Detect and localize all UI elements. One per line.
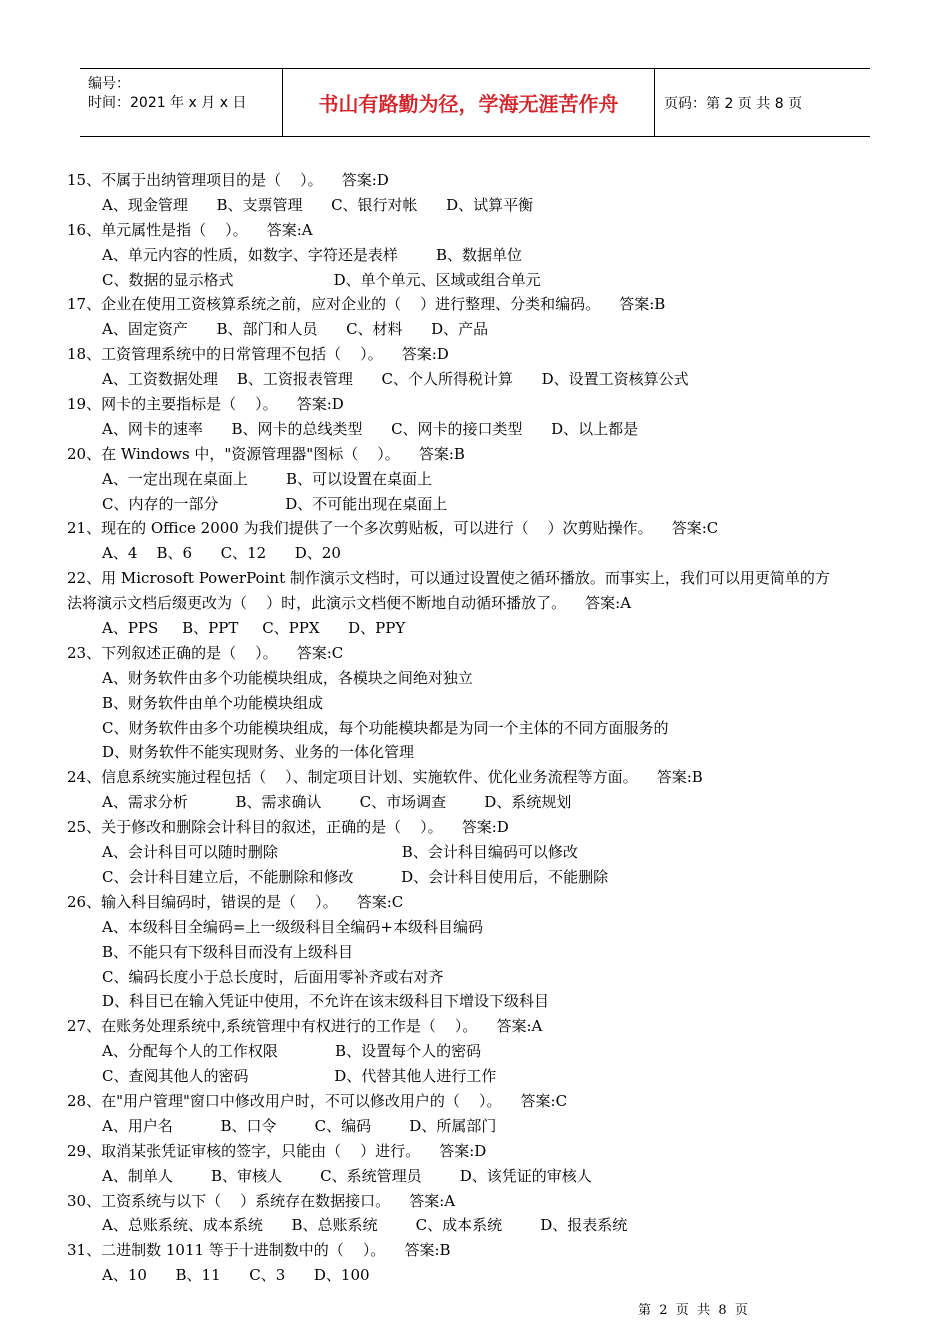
option-line: A、会计科目可以随时删除 B、会计科目编码可以修改 [102,843,578,862]
question-line: 30、工资系统与以下（ ）系统存在数据接口。 答案:A [67,1191,456,1210]
option-line: A、制单人 B、审核人 C、系统管理员 D、该凭证的审核人 [102,1166,592,1185]
option-line: A、财务软件由多个功能模块组成，各模块之间绝对独立 [102,668,473,687]
question-line: 29、取消某张凭证审核的签字，只能由（ ）进行。 答案:D [67,1141,487,1160]
option-line: C、内存的一部分 D、不可能出现在桌面上 [102,494,448,513]
question-line: 19、网卡的主要指标是（ ）。 答案:D [67,395,344,414]
option-line: D、科目已在输入凭证中使用，不允许在该末级科目下增设下级科目 [102,992,550,1011]
page-header [80,68,870,137]
header-right-cell [655,69,870,136]
option-line: B、不能只有下级科目而没有上级科目 [102,942,354,961]
option-line: A、分配每个人的工作权限 B、设置每个人的密码 [102,1042,482,1061]
question-line: 23、下列叙述正确的是（ ）。 答案:C [67,643,344,662]
option-line: A、固定资产 B、部门和人员 C、材料 D、产品 [102,320,489,339]
motto: 书山有路勤为径，学海无涯苦作舟 [318,92,619,116]
option-line: A、10 B、11 C、3 D、100 [102,1266,370,1285]
question-line: 24、信息系统实施过程包括（ ）、制定项目计划、实施软件、优化业务流程等方面。 答案:B [67,768,703,787]
option-line: C、查阅其他人的密码 D、代替其他人进行工作 [102,1067,497,1086]
question-line: 21、现在的 Office 2000 为我们提供了一个多次剪贴板，可以进行（ ）次剪贴操作。 答案:C [67,519,719,538]
option-line: A、一定出现在桌面上 B、可以设置在桌面上 [102,469,433,488]
option-line: C、财务软件由多个功能模块组成，每个功能模块都是为同一个主体的不同方面服务的 [102,718,669,737]
question-line: 26、输入科目编码时，错误的是（ ）。 答案:C [67,892,404,911]
header-left-cell [80,69,283,136]
question-line: 31、二进制数 1011 等于十进制数中的（ ）。 答案:B [67,1241,451,1260]
question-line: 27、在账务处理系统中,系统管理中有权进行的工作是（ ）。 答案:A [67,1017,543,1036]
question-line-continued: 法将演示文档后缀更改为（ ）时，此演示文档便不断地自动循环播放了。 答案:A [67,594,632,613]
option-line: A、用户名 B、口令 C、编码 D、所属部门 [102,1116,497,1135]
question-line: 18、工资管理系统中的日常管理不包括（ ）。 答案:D [67,345,449,364]
option-line: A、本级科目全编码=上一级级科目全编码+本级科目编码 [102,917,483,936]
question-line: 20、在 Windows 中，"资源管理器"图标（ ）。 答案:B [67,444,465,463]
header-middle-cell [283,69,655,136]
question-line: 17、企业在使用工资核算系统之前，应对企业的（ ）进行整理、分类和编码。 答案:B [67,295,666,314]
option-line: A、工资数据处理 B、工资报表管理 C、个人所得税计算 D、设置工资核算公式 [102,370,689,389]
option-line: A、总账系统、成本系统 B、总账系统 C、成本系统 D、报表系统 [102,1216,628,1235]
question-line: 25、关于修改和删除会计科目的叙述，正确的是（ ）。 答案:D [67,818,509,837]
option-line: C、数据的显示格式 D、单个单元、区域或组合单元 [102,270,541,289]
option-line: A、单元内容的性质，如数字、字符还是表样 B、数据单位 [102,245,523,264]
page-indicator: 页码：第 2 页 共 8 页 [664,95,803,112]
question-list [67,168,883,1288]
question-line: 16、单元属性是指（ ）。 答案:A [67,220,313,239]
option-line: C、会计科目建立后，不能删除和修改 D、会计科目使用后，不能删除 [102,867,609,886]
serial-number: 编号： [88,76,130,92]
question-line: 15、不属于出纳管理项目的是（ ）。 答案:D [67,171,389,189]
option-line: A、现金管理 B、支票管理 C、银行对帐 D、试算平衡 [102,195,534,214]
option-line: A、4 B、6 C、12 D、20 [102,544,341,563]
option-line: C、编码长度小于总长度时，后面用零补齐或右对齐 [102,967,444,986]
option-line: A、需求分析 B、需求确认 C、市场调查 D、系统规划 [102,793,572,812]
option-line: D、财务软件不能实现财务、业务的一体化管理 [102,743,415,762]
question-line: 22、用 Microsoft PowerPoint 制作演示文档时，可以通过设置使之循环播放。而事实上，我们可以用更简单的方 [67,569,830,588]
option-line: B、财务软件由单个功能模块组成 [102,693,324,712]
question-line: 28、在"用户管理"窗口中修改用户时，不可以修改用户的（ ）。 答案:C [67,1091,568,1110]
date-line: 时间：2021 年 x 月 x 日 [88,95,247,111]
option-line: A、网卡的速率 B、网卡的总线类型 C、网卡的接口类型 D、以上都是 [102,419,639,438]
page-footer: 第 2 页 共 8 页 [638,1303,748,1318]
option-line: A、PPS B、PPT C、PPX D、PPY [102,619,406,638]
